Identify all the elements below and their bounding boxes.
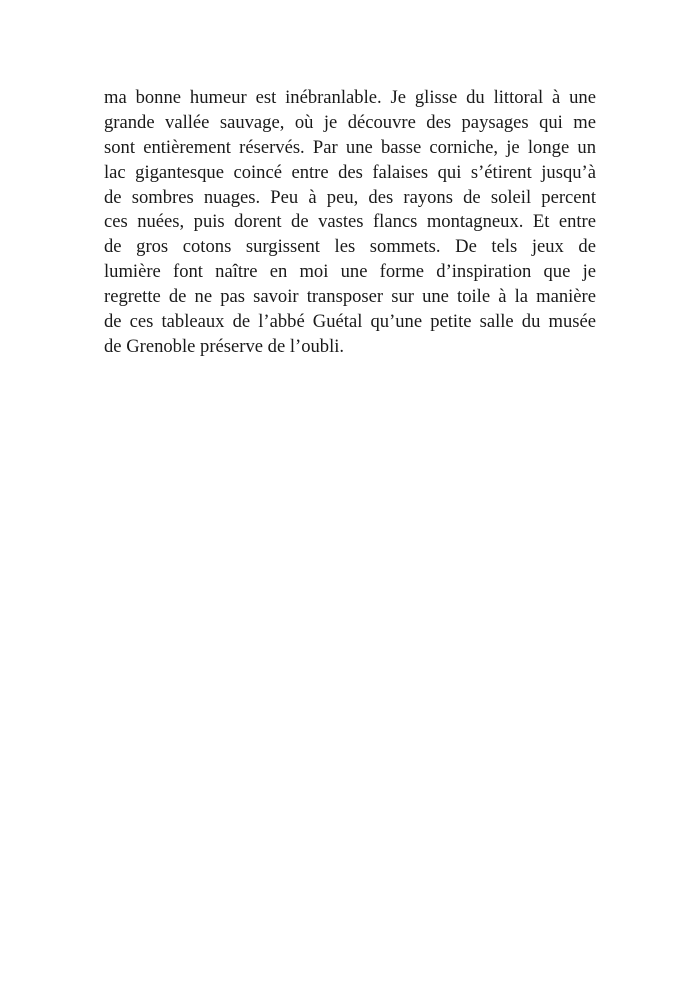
body-paragraph [104,86,596,360]
paragraph-line: de Grenoble préserve de l’oubli. [104,335,345,357]
paragraph-line: de sombres nuages. Peu à peu, des rayons de soleil percent [104,186,596,208]
paragraph-line: lumière font naître en moi une forme d’inspiration que je [104,261,596,283]
paragraph-line: regrette de ne pas savoir transposer sur une toile à la manière [104,286,596,308]
paragraph-line: ces nuées, puis dorent de vastes flancs montagneux. Et entre [104,211,596,233]
paragraph-line: grande vallée sauvage, où je découvre des paysages qui me [104,111,596,133]
paragraph-line: sont entièrement réservés. Par une basse corniche, je longe un [104,136,596,158]
paragraph-line: ma bonne humeur est inébranlable. Je glisse du littoral à une [104,87,596,108]
paragraph-line: de gros cotons surgissent les sommets. De tels jeux de [104,236,596,258]
paragraph-line: de ces tableaux de l’abbé Guétal qu’une petite salle du musée [104,311,596,333]
paragraph-line: lac gigantesque coincé entre des falaises qui s’étirent jusqu’à [104,161,596,183]
